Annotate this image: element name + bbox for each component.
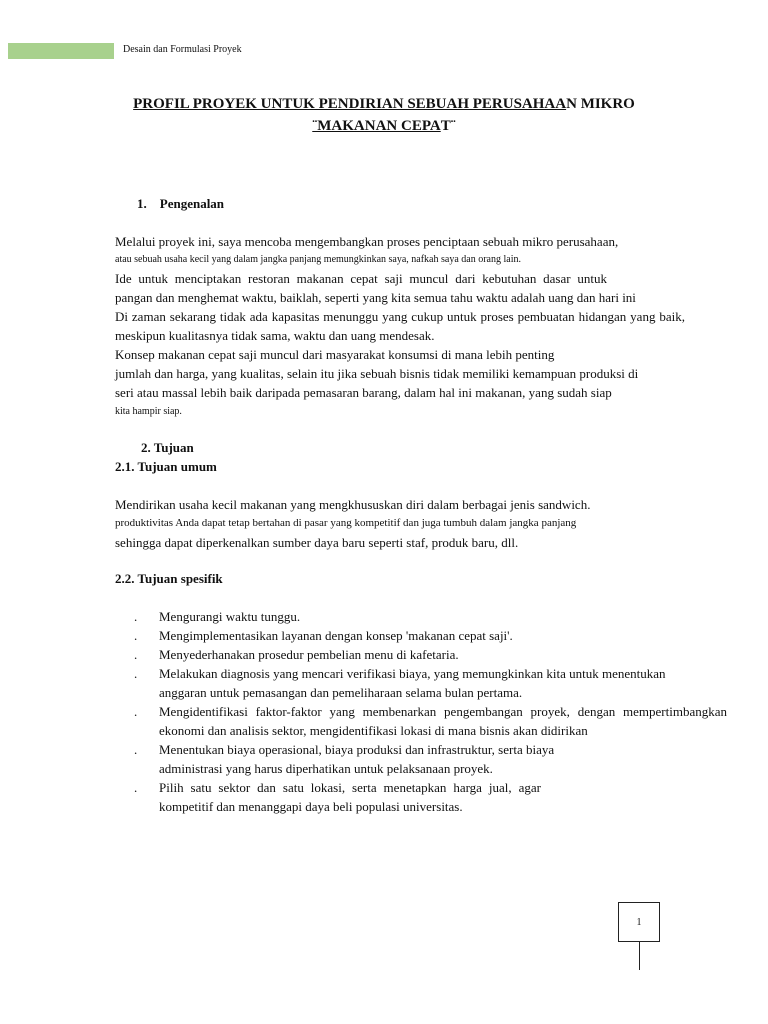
subsection-heading-tujuan-umum: 2.1. Tujuan umum: [115, 459, 217, 474]
paragraph-line: Mendirikan usaha kecil makanan yang mengkhususkan diri dalam berbagai jenis sandwich.: [115, 497, 591, 512]
list-item-continuation: administrasi yang harus diperhatikan untuk pelaksanaan proyek.: [159, 761, 493, 776]
page-number-box: [618, 902, 660, 942]
paragraph-line: sehingga dapat diperkenalkan sumber daya baru seperti staf, produk baru, dll.: [115, 535, 519, 550]
header-accent-bar: [8, 43, 114, 59]
section-heading-tujuan: 2. Tujuan: [141, 440, 194, 455]
list-item: Mengimplementasikan layanan dengan konsep 'makanan cepat saji'.: [159, 628, 513, 643]
list-item: Pilih satu sektor dan satu lokasi, serta menetapkan harga jual, agar: [159, 780, 541, 795]
list-item: Mengidentifikasi faktor-faktor yang membenarkan pengembangan proyek, dengan mempertimbangkan: [159, 704, 727, 719]
bullet-marker: .: [134, 628, 138, 643]
paragraph-line: Konsep makanan cepat saji muncul dari masyarakat konsumsi di mana lebih penting: [115, 347, 555, 362]
paragraph-line: atau sebuah usaha kecil yang dalam jangka panjang memungkinkan saya, nafkah saya dan orang lain.: [115, 254, 521, 265]
paragraph-line: kita hampir siap.: [115, 406, 182, 417]
page-number-connector: [639, 942, 640, 970]
list-item-continuation: kompetitif dan menanggapi daya beli populasi universitas.: [159, 799, 463, 814]
running-header: Desain dan Formulasi Proyek: [123, 44, 242, 55]
subsection-heading-tujuan-spesifik: 2.2. Tujuan spesifik: [115, 571, 223, 586]
bullet-marker: .: [134, 666, 138, 681]
paragraph-line: meskipun kualitasnya tidak sama, waktu dan uang mendesak.: [115, 328, 435, 343]
section-heading-pengenalan: 1. Pengenalan: [137, 196, 225, 211]
list-item: Melakukan diagnosis yang mencari verifikasi biaya, yang memungkinkan kita untuk menentukan: [159, 666, 666, 681]
paragraph-line: Ide untuk menciptakan restoran makanan cepat saji muncul dari kebutuhan dasar untuk: [115, 271, 607, 286]
list-item-continuation: ekonomi dan analisis sektor, mengidentifikasi lokasi di mana bisnis akan didirikan: [159, 723, 588, 738]
bullet-marker: .: [134, 704, 138, 719]
paragraph-line: jumlah dan harga, yang kualitas, selain itu jika sebuah bisnis tidak memiliki kemampuan produksi di: [115, 366, 639, 381]
document-title-line-1: PROFIL PROYEK UNTUK PENDIRIAN SEBUAH PERUSAHAAN MIKRO: [133, 96, 635, 112]
bullet-marker: .: [134, 780, 138, 795]
paragraph-line: seri atau massal lebih baik daripada pemasaran barang, dalam hal ini makanan, yang sudah siap: [115, 385, 612, 400]
document-title-line-2: ¨MAKANAN CEPAT¨: [312, 118, 456, 134]
paragraph-line: Melalui proyek ini, saya mencoba mengembangkan proses penciptaan sebuah mikro perusahaan,: [115, 234, 619, 249]
list-item-continuation: anggaran untuk pemasangan dan pemeliharaan selama bulan pertama.: [159, 685, 523, 700]
paragraph-line: produktivitas Anda dapat tetap bertahan di pasar yang kompetitif dan juga tumbuh dalam jangka panjang: [115, 517, 577, 529]
bullet-marker: .: [134, 647, 138, 662]
paragraph-line: Di zaman sekarang tidak ada kapasitas menunggu yang cukup untuk proses pembuatan hidangan yang baik,: [115, 309, 685, 324]
bullet-marker: .: [134, 609, 138, 624]
list-item: Menyederhanakan prosedur pembelian menu di kafetaria.: [159, 647, 459, 662]
list-item: Mengurangi waktu tunggu.: [159, 609, 301, 624]
paragraph-line: pangan dan menghemat waktu, baiklah, seperti yang kita semua tahu waktu adalah uang dan hari ini: [115, 290, 636, 305]
page-number: 1: [636, 916, 642, 928]
list-item: Menentukan biaya operasional, biaya produksi dan infrastruktur, serta biaya: [159, 742, 555, 757]
bullet-marker: .: [134, 742, 138, 757]
